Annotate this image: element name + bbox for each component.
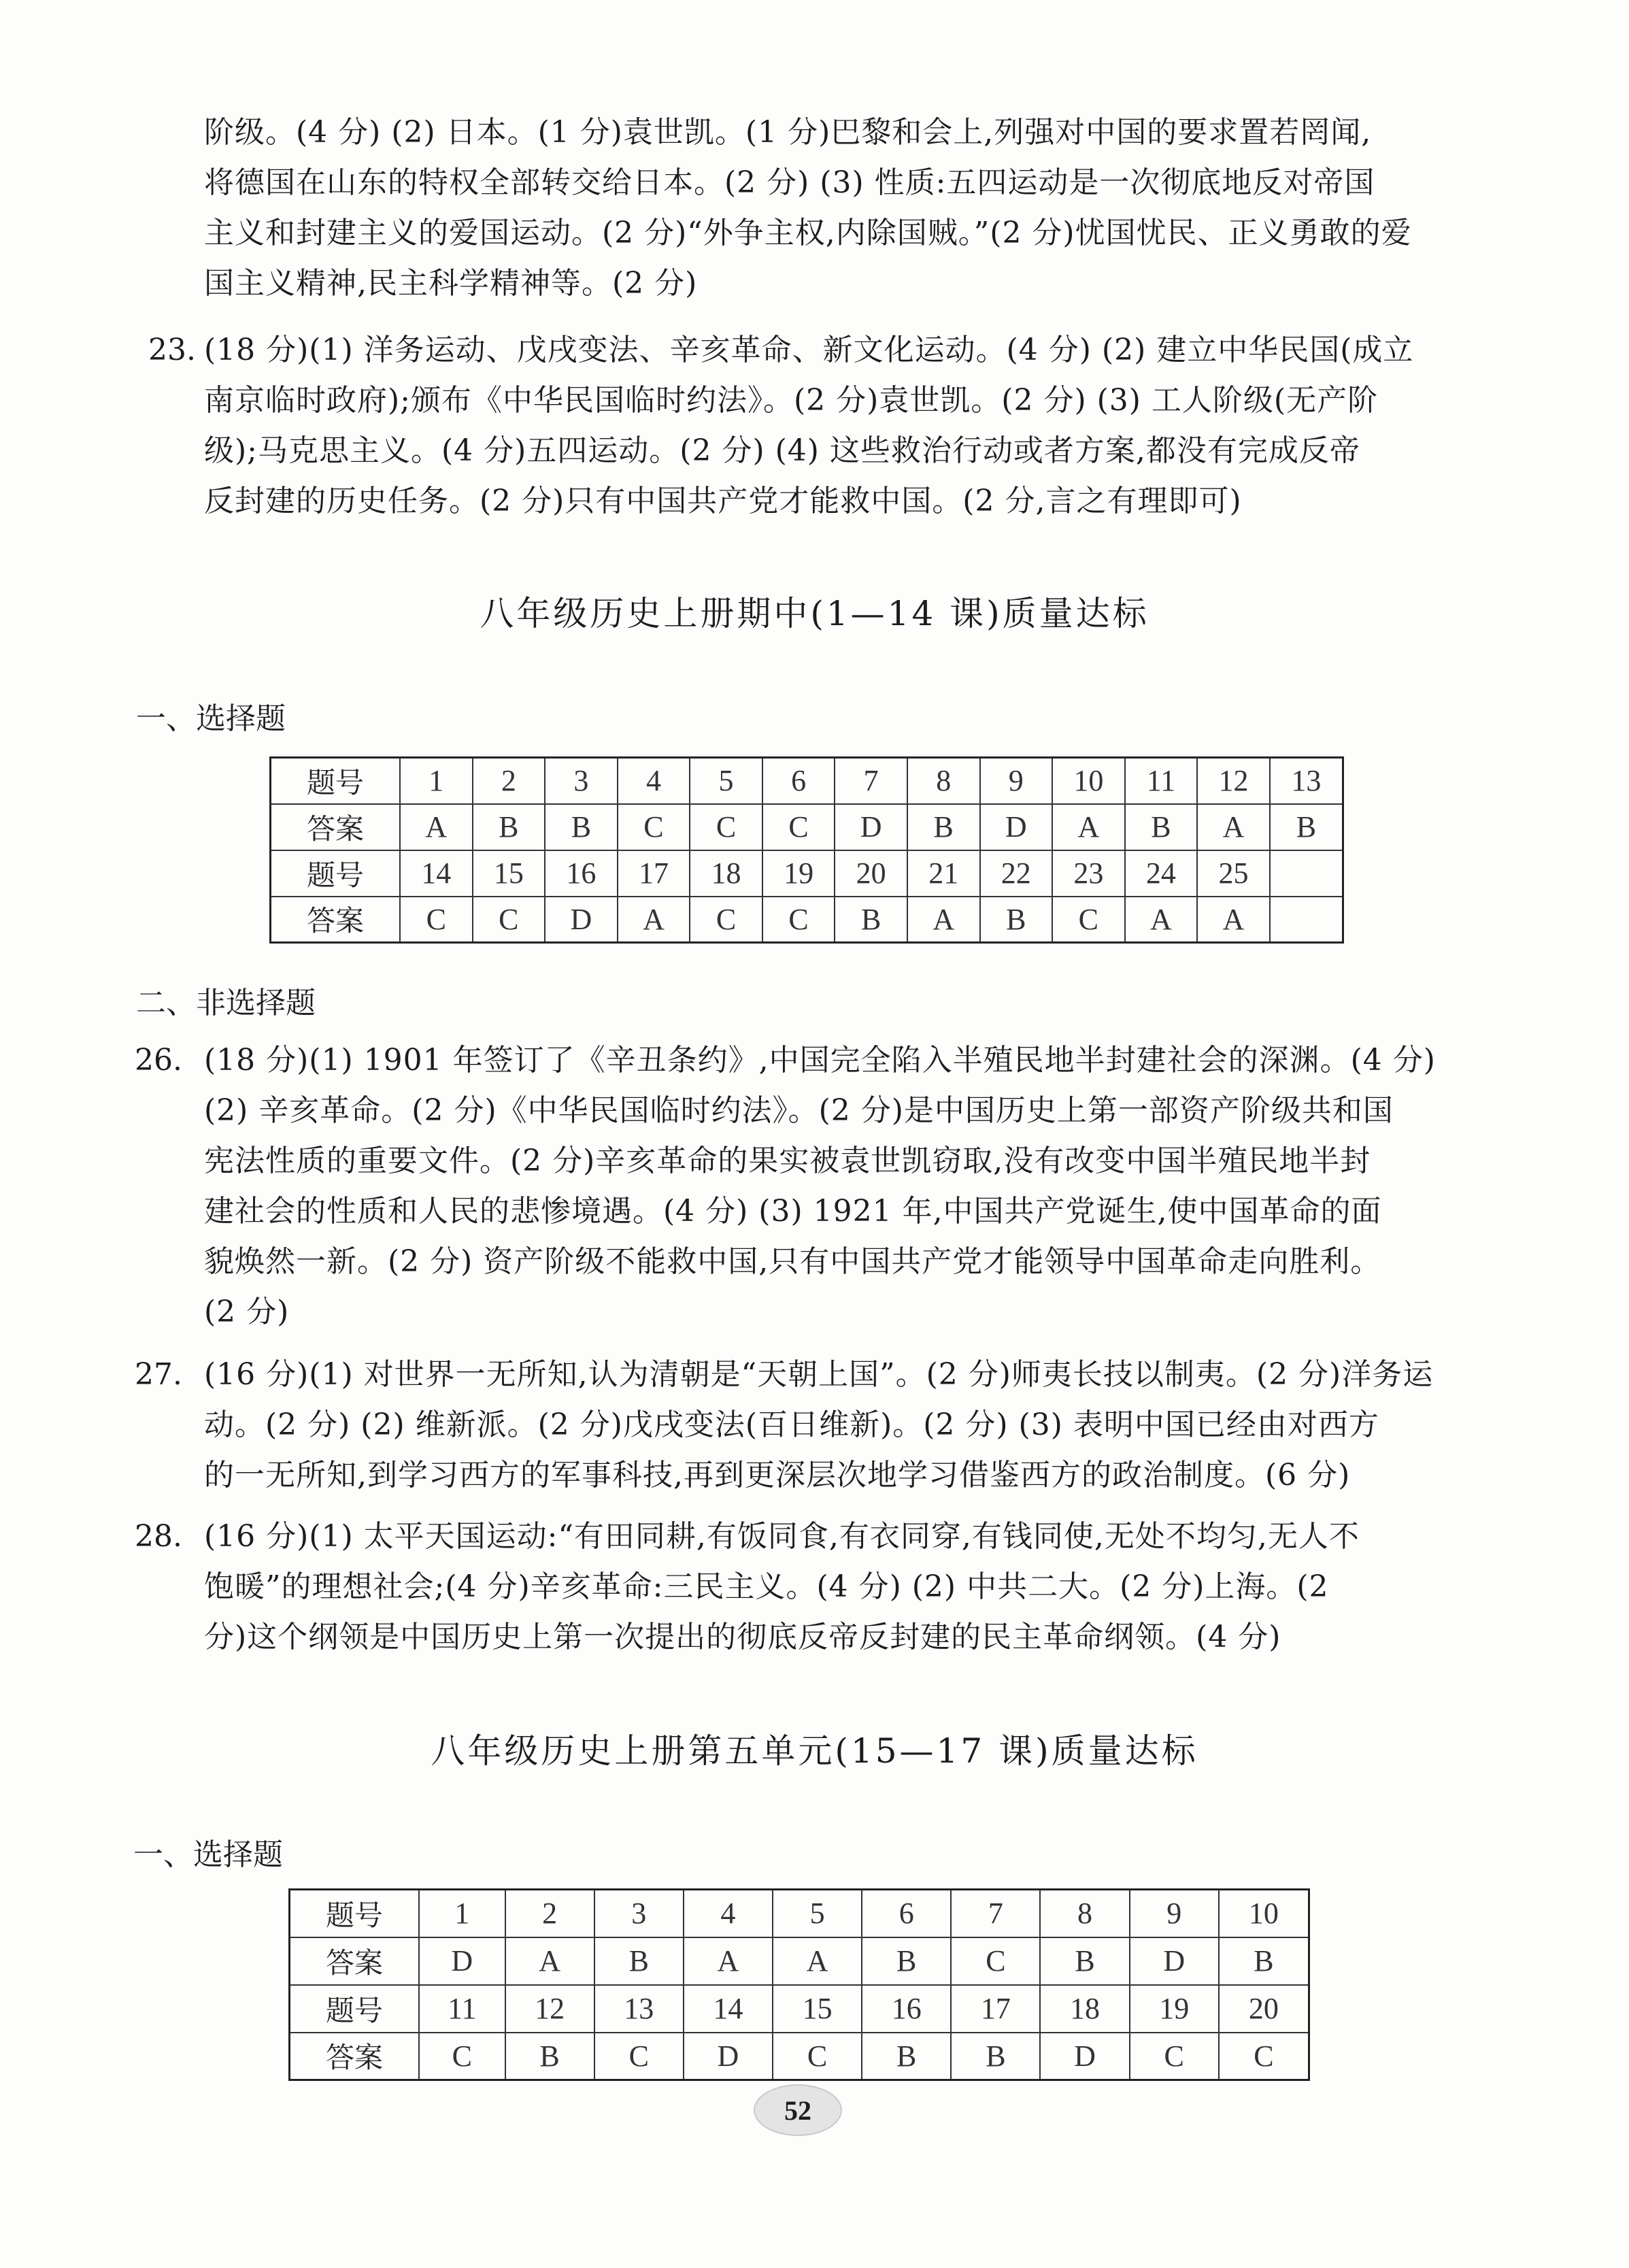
row-header-cell: 答案 [271,897,401,943]
answer-cell: D [545,897,618,943]
row-header-cell: 题号 [271,850,401,897]
answer-cell: 20 [1219,1985,1309,2033]
answer-cell: 8 [907,758,980,804]
choice-heading: 一、选择题 [136,701,286,736]
text-line: 宪法性质的重要文件。(2 分)辛亥革命的果实被袁世凯窃取,没有改变中国半殖民地半封 [204,1144,1371,1178]
answer-cell: 14 [684,1985,773,2033]
row-header-cell: 答案 [290,2033,420,2080]
question-number-26: 26. [135,1043,182,1078]
nonchoice-heading: 二、非选择题 [136,986,316,1020]
answer-cell [1270,850,1343,897]
answer-cell: A [400,804,473,850]
answer-cell: C [473,897,545,943]
answer-cell: 3 [545,758,618,804]
answer-cell: 25 [1197,850,1270,897]
answer-cell: D [684,2033,773,2080]
answer-cell: 7 [835,758,907,804]
answer-cell: 6 [762,758,835,804]
answer-item-23 [204,325,1483,527]
row-header-cell: 答案 [271,804,401,850]
text-line: 分)这个纲领是中国历史上第一次提出的彻底反帝反封建的民主革命纲领。(4 分) [204,1620,1281,1654]
answer-cell: 17 [618,850,690,897]
answer-cell: B [1219,1937,1309,1985]
table-row [271,850,1343,897]
answer-cell: 19 [762,850,835,897]
row-header-cell: 题号 [271,758,401,804]
text-line: (16 分)(1) 太平天国运动:“有田同耕,有饭同食,有衣同穿,有钱同使,无处不均匀,无人不 [204,1519,1360,1554]
text-line: (16 分)(1) 对世界一无所知,认为清朝是“天朝上国”。(2 分)师夷长技以制夷。(2 分)洋务运 [204,1357,1434,1392]
text-line: (2 分) [204,1295,290,1329]
answer-cell: 14 [400,850,473,897]
answer-cell: 10 [1219,1890,1309,1937]
answer-cell: 13 [1270,758,1343,804]
answer-cell: C [1130,2033,1219,2080]
answer-cell: 5 [690,758,762,804]
question-number-28: 28. [135,1519,182,1554]
answer-cell: D [835,804,907,850]
answer-cell: 15 [473,850,545,897]
answer-cell: C [400,897,473,943]
answer-cell: 24 [1125,850,1198,897]
answer-cell: 18 [1040,1985,1129,2033]
answer-cell: 7 [951,1890,1040,1937]
answer-cell: B [505,2033,594,2080]
answer-cell: B [862,1937,951,1985]
answer-cell: 16 [545,850,618,897]
table-row [271,758,1343,804]
answer-cell: A [773,1937,862,1985]
text-line: 南京临时政府);颁布《中华民国临时约法》。(2 分)袁世凯。(2 分) (3) 工人阶级(无产阶 [204,383,1379,418]
answer-cell: A [1052,804,1125,850]
question-number-27: 27. [135,1357,182,1392]
answer-cell: C [618,804,690,850]
answer-cell: 11 [419,1985,505,2033]
answer-cell: B [980,897,1053,943]
answer-cell: C [594,2033,684,2080]
answer-cell: 6 [862,1890,951,1937]
answer-cell: 5 [773,1890,862,1937]
answer-cell: B [1270,804,1343,850]
answer-table-unit5 [288,1888,1310,2081]
text-line: 建社会的性质和人民的悲惨境遇。(4 分) (3) 1921 年,中国共产党诞生,使中国革命的面 [204,1194,1382,1229]
answer-cell: C [690,804,762,850]
answer-cell: C [762,804,835,850]
text-line: 国主义精神,民主科学精神等。(2 分) [204,266,698,301]
choice-heading: 一、选择题 [133,1837,283,1872]
answer-cell: A [1197,804,1270,850]
answer-cell: 4 [618,758,690,804]
answer-cell: 12 [1197,758,1270,804]
text-line: 主义和封建主义的爱国运动。(2 分)“外争主权,内除国贼。”(2 分)忧国忧民、正义勇敢的爱 [204,216,1412,250]
answer-cell: 2 [505,1890,594,1937]
table-row [290,1937,1309,1985]
continued-answer-paragraph [204,107,1483,309]
row-header-cell: 题号 [290,1890,420,1937]
answer-cell: 20 [835,850,907,897]
text-line: 貌焕然一新。(2 分) 资产阶级不能救中国,只有中国共产党才能领导中国革命走向胜利。 [204,1244,1381,1279]
answer-cell: 23 [1052,850,1125,897]
answer-cell: 8 [1040,1890,1129,1937]
table-row [271,897,1343,943]
answer-cell: 17 [951,1985,1040,2033]
answer-item-27 [204,1350,1483,1501]
text-line: 将德国在山东的特权全部转交给日本。(2 分) (3) 性质:五四运动是一次彻底地反对帝国 [204,165,1375,200]
answer-cell: 11 [1125,758,1198,804]
answer-cell: C [762,897,835,943]
answer-cell: 10 [1052,758,1125,804]
text-line: 饱暖”的理想社会;(4 分)辛亥革命:三民主义。(4 分) (2) 中共二大。(2 分)上海。(2 [204,1569,1329,1604]
answer-cell: 4 [684,1890,773,1937]
text-line: 阶级。(4 分) (2) 日本。(1 分)袁世凯。(1 分)巴黎和会上,列强对中国的要求置若罔闻, [204,115,1372,150]
text-line: 反封建的历史任务。(2 分)只有中国共产党才能救中国。(2 分,言之有理即可) [204,484,1242,518]
answer-cell: 18 [690,850,762,897]
answer-cell [1270,897,1343,943]
text-line: (18 分)(1) 1901 年签订了《辛丑条约》,中国完全陷入半殖民地半封建社会的深渊。(4 分) [204,1043,1436,1078]
section-title-unit5: 八年级历史上册第五单元(15—17 课)质量达标 [431,1731,1198,1771]
answer-cell: 1 [419,1890,505,1937]
answer-cell: 2 [473,758,545,804]
answer-cell: 13 [594,1985,684,2033]
answer-cell: D [1130,1937,1219,1985]
text-line: (18 分)(1) 洋务运动、戊戌变法、辛亥革命、新文化运动。(4 分) (2) 建立中华民国(成立 [204,333,1414,367]
answer-cell: B [545,804,618,850]
answer-item-28 [204,1512,1483,1663]
answer-cell: 3 [594,1890,684,1937]
answer-cell: C [419,2033,505,2080]
answer-cell: A [505,1937,594,1985]
table-row [290,1985,1309,2033]
answer-cell: 21 [907,850,980,897]
answer-cell: D [980,804,1053,850]
answer-cell: B [862,2033,951,2080]
answer-cell: 9 [980,758,1053,804]
answer-cell: D [419,1937,505,1985]
text-line: 级);马克思主义。(4 分)五四运动。(2 分) (4) 这些救治行动或者方案,都没有完成反帝 [204,433,1360,468]
answer-cell: A [618,897,690,943]
answer-cell: 12 [505,1985,594,2033]
page-number: 52 [754,2084,842,2136]
text-line: 动。(2 分) (2) 维新派。(2 分)戊戌变法(百日维新)。(2 分) (3) 表明中国已经由对西方 [204,1407,1379,1442]
answer-cell: D [1040,2033,1129,2080]
text-line: 的一无所知,到学习西方的军事科技,再到更深层次地学习借鉴西方的政治制度。(6 分) [204,1458,1351,1492]
table-row [271,804,1343,850]
answer-cell: 9 [1130,1890,1219,1937]
answer-cell: B [907,804,980,850]
answer-cell: B [1125,804,1198,850]
answer-cell: A [684,1937,773,1985]
answer-cell: B [951,2033,1040,2080]
row-header-cell: 题号 [290,1985,420,2033]
answer-table-midterm [269,756,1344,944]
answer-cell: C [773,2033,862,2080]
answer-cell: 15 [773,1985,862,2033]
answer-cell: C [690,897,762,943]
table-row [290,2033,1309,2080]
answer-cell: 22 [980,850,1053,897]
answer-cell: A [907,897,980,943]
answer-cell: 19 [1130,1985,1219,2033]
answer-cell: B [1040,1937,1129,1985]
answer-cell: 1 [400,758,473,804]
row-header-cell: 答案 [290,1937,420,1985]
answer-cell: B [594,1937,684,1985]
section-title-midterm: 八年级历史上册期中(1—14 课)质量达标 [480,594,1149,633]
answer-cell: B [835,897,907,943]
answer-cell: C [951,1937,1040,1985]
answer-cell: 16 [862,1985,951,2033]
text-line: (2) 辛亥革命。(2 分)《中华民国临时约法》。(2 分)是中国历史上第一部资产阶级共和国 [204,1093,1394,1128]
answer-cell: C [1219,2033,1309,2080]
answer-cell: B [473,804,545,850]
answer-cell: A [1125,897,1198,943]
answer-cell: C [1052,897,1125,943]
table-row [290,1890,1309,1937]
question-number-23: 23. [148,333,196,367]
answer-cell: A [1197,897,1270,943]
answer-item-26 [204,1035,1483,1337]
